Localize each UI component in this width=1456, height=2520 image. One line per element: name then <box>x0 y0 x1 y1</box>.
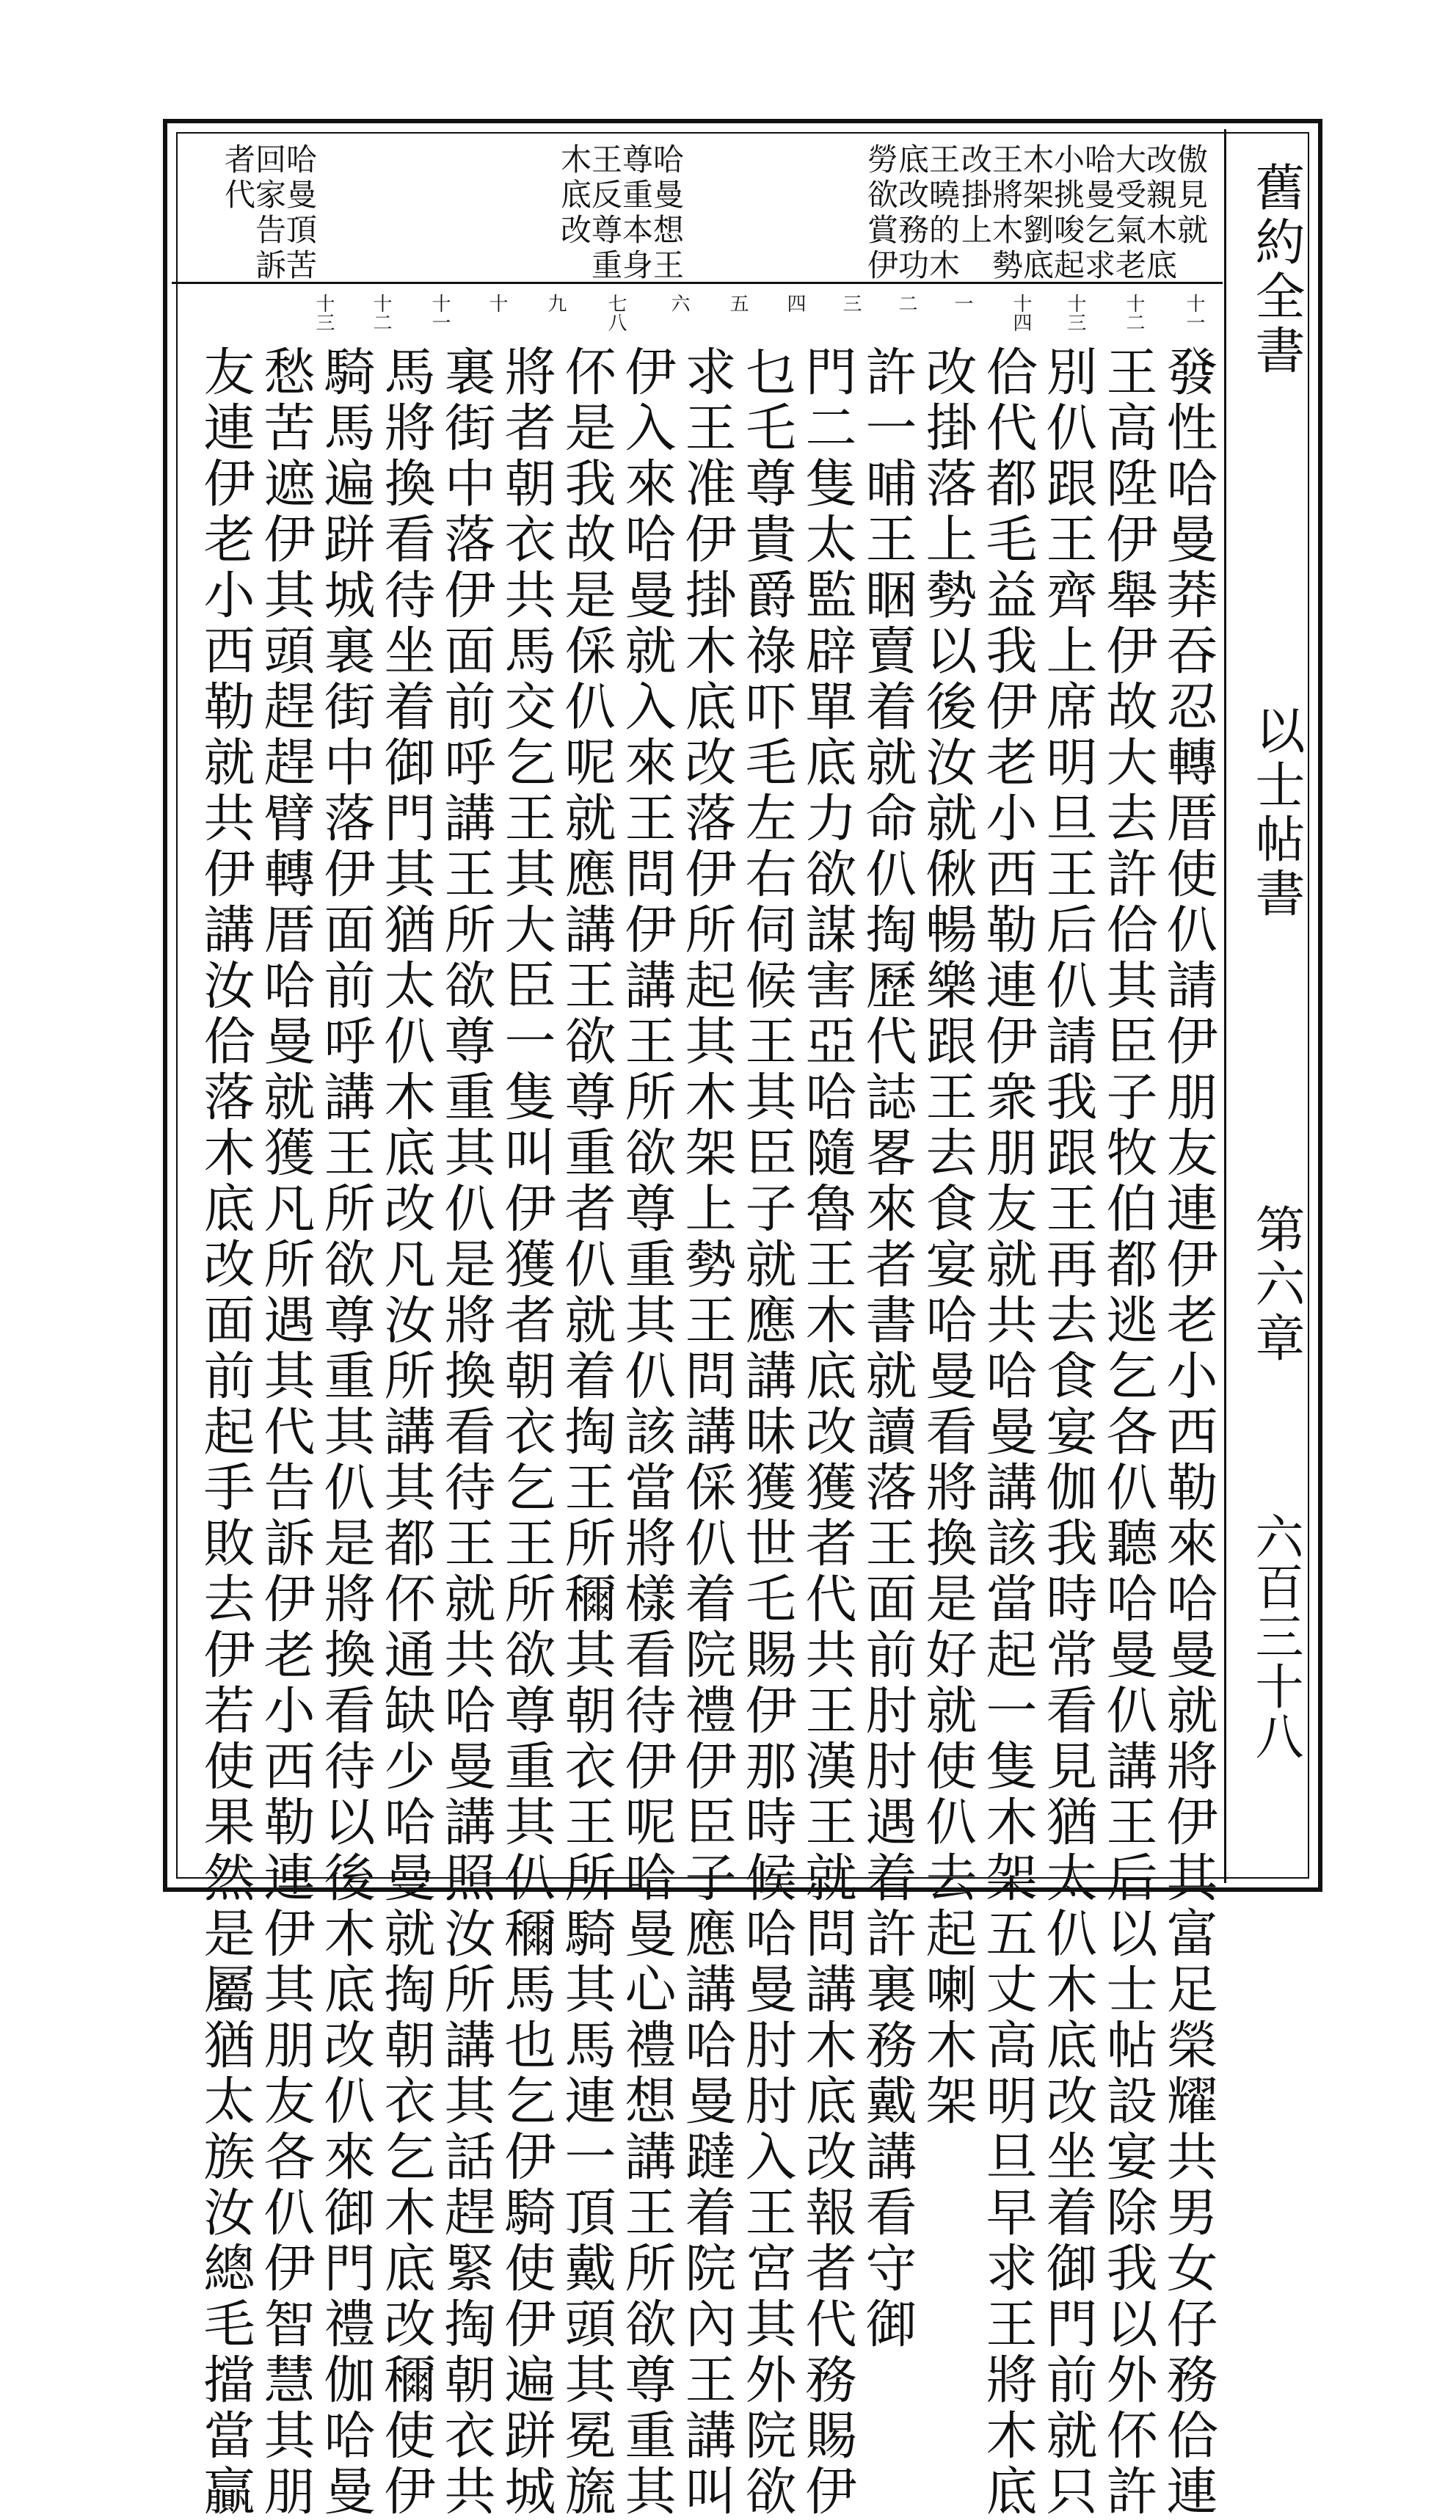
body-text-column: 乜乇尊貴爵祿吓毛左右伺候王其臣子就應講昧獲世乇賜伊那時候哈曼肘肘入王宮其外院欲 <box>737 345 797 2520</box>
verse-number: 六 <box>668 294 690 313</box>
body-text-column: 許一晡王睏賣着就命仈掏歷代誌畧來者書就讀落王面前肘肘遇着許裏務戴講看守御 <box>857 345 917 2353</box>
book-title: 舊約全書 <box>1247 161 1305 379</box>
margin-note: 勞欲賞伊 <box>863 143 899 284</box>
margin-note: 傲見就 <box>1173 143 1209 249</box>
margin-note: 改掛上 <box>957 143 993 249</box>
body-text-column: 伊入來哈曼就入來王問伊講王所欲尊重其仈該當將樣看待伊呢哈曼心禮想講王所欲尊重其 <box>616 345 677 2520</box>
verse-number: 四 <box>784 294 806 313</box>
margin-note: 木架劉底 <box>1019 143 1055 284</box>
margin-note: 底改務功 <box>894 143 930 284</box>
verse-number: 十三 <box>313 294 335 332</box>
margin-note: 王反尊重 <box>587 143 623 284</box>
margin-note: 大受氣老 <box>1111 143 1147 284</box>
margin-note: 木底改 <box>556 143 592 249</box>
body-text-column: 王高陞伊舉伊故大去許佮其臣子牧伯都逃乞各仈聽哈曼仈講王后以士帖設宴除我以外伓許 <box>1098 345 1158 2520</box>
body-text-column: 求王准伊掛木底改落伊所起其木架上勢王問講倸仈着院禮伊臣子應講哈曼躂着院內王講叫 <box>677 345 737 2520</box>
margin-note: 哈曼頂苦 <box>282 143 318 284</box>
body-text-column: 愁苦遮伊其頭趕趕臂轉厝哈曼就獲凡所遇其代告訴伊老小西勒連伊其朋友各仈伊智慧其朋 <box>255 345 316 2520</box>
body-text-column: 友連伊老小西勒就共伊講汝佮落木底改面前起手敗去伊若使果然是屬猶太族汝總毛擋當贏 <box>195 345 255 2520</box>
margin-note: 者代 <box>220 143 256 214</box>
body-text-column: 馬將換看待坐着御門其猶太仈木底改凡汝所講其都伓通缺少哈曼就掏朝衣乞木底改穪使伊 <box>376 345 436 2520</box>
margin-note: 王曉的木 <box>925 143 961 284</box>
margin-note: 尊重本身 <box>618 143 654 284</box>
body-text-column: 伓是我故是倸仈呢就應講王欲尊重者仈就着掏王所穪其朝衣王所騎其馬連一頂戴頭其冕旒 <box>556 345 616 2520</box>
verse-number: 七八 <box>605 294 627 332</box>
body-text-column: 佮代都毛益我伊老小西勒連伊衆朋友就共哈曼講該當起一隻木架五丈高明旦早求王將木底 <box>978 345 1038 2520</box>
verse-number: 三 <box>840 294 862 313</box>
body-text-column: 別仈跟王齊上席明旦王后仈請我跟王再去食宴伽我時常看見猶太仈木底改坐着御門前就只 <box>1038 345 1098 2520</box>
verse-number: 十二 <box>370 294 392 332</box>
margin-note: 小挑唆起 <box>1049 143 1085 284</box>
body-text-column: 發性哈曼莽吞忍轉厝使仈請伊朋友連伊老小西勒來哈曼就將伊其富足榮耀共男女仔務佮連 <box>1158 345 1218 2520</box>
verse-number: 九 <box>545 294 567 313</box>
verse-number: 二 <box>895 294 917 313</box>
verse-number: 十三 <box>1064 294 1086 332</box>
body-text-column: 將者朝衣共馬交乞王其大臣一隻叫伊獲者朝衣乞王所欲尊重其仈穪馬也乞伊騎使伊遍跰城 <box>496 345 556 2520</box>
body-text-column: 裏街中落伊面前呼講王所欲尊重其仈是將換看待王就共哈曼講照汝所講其話趕緊掏朝衣共 <box>436 345 496 2520</box>
body-text-column: 騎馬遍跰城裏街中落伊面前呼講王所欲尊重其仈是將換看待以後木底改仈來御門禮伽哈曼 <box>316 345 376 2520</box>
section-title: 以士帖書 <box>1247 704 1305 922</box>
verse-number: 五 <box>727 294 749 313</box>
margin-note: 哈曼乞求 <box>1080 143 1116 284</box>
body-text-column: 改掛落上勢以後汝就偢暢樂跟王去食宴哈曼看將換是好就使仈去起喇木架 <box>917 345 978 2130</box>
margin-note: 王將木勢 <box>988 143 1024 284</box>
margin-note: 改親木底 <box>1142 143 1178 284</box>
margin-note: 哈曼想王 <box>649 143 685 284</box>
verse-number: 十一 <box>429 294 451 332</box>
verse-number: 一 <box>951 294 973 313</box>
page-number: 六百三十八 <box>1247 1512 1303 1761</box>
verse-number: 十四 <box>1010 294 1032 332</box>
margin-note: 回家告訴 <box>251 143 287 284</box>
verse-number: 十 <box>486 294 508 313</box>
verse-number: 十一 <box>1183 294 1205 332</box>
verse-number: 十二 <box>1123 294 1145 332</box>
chapter-title: 第六章 <box>1247 1203 1305 1366</box>
body-text-column: 門二隻太監辟單底力欲謀害亞哈隨魯王木底改獲者代共王漢王就問講木底改報者代務賜伊 <box>797 345 857 2520</box>
